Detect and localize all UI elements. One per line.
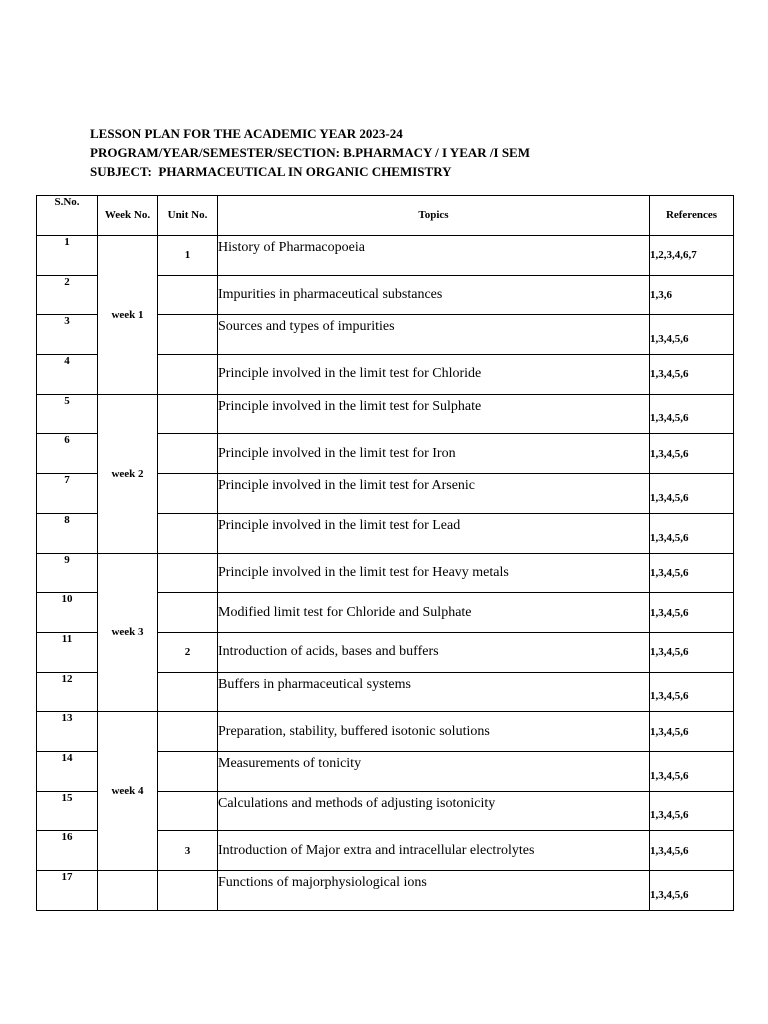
sno-cell: 3 <box>37 315 98 355</box>
unit-cell: 2 <box>158 632 218 672</box>
sno-cell: 17 <box>37 871 98 911</box>
topic-cell: Functions of majorphysiological ions <box>218 871 650 911</box>
week-cell: week 4 <box>98 712 158 871</box>
week-cell: week 2 <box>98 394 158 553</box>
reference-cell: 1,3,4,5,6 <box>650 791 734 831</box>
topic-cell: Impurities in pharmaceutical substances <box>218 275 650 315</box>
sno-cell: 12 <box>37 672 98 712</box>
unit-cell <box>158 751 218 791</box>
topic-cell: Principle involved in the limit test for Chloride <box>218 355 650 395</box>
sno-cell: 11 <box>37 632 98 672</box>
table-row <box>37 236 734 276</box>
reference-cell: 1,3,4,5,6 <box>650 474 734 514</box>
sno-cell: 14 <box>37 751 98 791</box>
sno-cell: 9 <box>37 553 98 593</box>
program-line: PROGRAM/YEAR/SEMESTER/SECTION: B.PHARMACY / I YEAR /I SEM <box>90 145 530 160</box>
topic-cell: Preparation, stability, buffered isotonic solutions <box>218 712 650 752</box>
column-header-topics: Topics <box>218 196 650 236</box>
unit-cell <box>158 871 218 911</box>
column-header-references: References <box>650 196 734 236</box>
sno-cell: 4 <box>37 355 98 395</box>
subject-line: SUBJECT: PHARMACEUTICAL IN ORGANIC CHEMISTRY <box>90 164 452 179</box>
sno-cell: 6 <box>37 434 98 474</box>
sno-cell: 8 <box>37 513 98 553</box>
unit-cell <box>158 513 218 553</box>
reference-cell: 1,3,4,5,6 <box>650 553 734 593</box>
topic-cell: Buffers in pharmaceutical systems <box>218 672 650 712</box>
topic-cell: Principle involved in the limit test for Arsenic <box>218 474 650 514</box>
topic-cell: Modified limit test for Chloride and Sulphate <box>218 593 650 633</box>
sno-cell: 15 <box>37 791 98 831</box>
reference-cell: 1,3,4,5,6 <box>650 871 734 911</box>
reference-cell: 1,3,4,5,6 <box>650 434 734 474</box>
table-row <box>37 553 734 593</box>
reference-cell: 1,3,4,5,6 <box>650 751 734 791</box>
topic-cell: Principle involved in the limit test for Iron <box>218 434 650 474</box>
reference-cell: 1,2,3,4,6,7 <box>650 236 734 276</box>
sno-cell: 5 <box>37 394 98 434</box>
reference-cell: 1,3,4,5,6 <box>650 831 734 871</box>
sno-cell: 10 <box>37 593 98 633</box>
lesson-plan-table <box>36 195 734 911</box>
topic-cell: Principle involved in the limit test for Lead <box>218 513 650 553</box>
unit-cell <box>158 791 218 831</box>
reference-cell: 1,3,4,5,6 <box>650 593 734 633</box>
table-row <box>37 712 734 752</box>
unit-cell <box>158 672 218 712</box>
title-line: LESSON PLAN FOR THE ACADEMIC YEAR 2023-24 <box>90 126 403 141</box>
sno-cell: 1 <box>37 236 98 276</box>
topic-cell: Introduction of Major extra and intracellular electrolytes <box>218 831 650 871</box>
week-cell: week 1 <box>98 236 158 395</box>
reference-cell: 1,3,4,5,6 <box>650 315 734 355</box>
reference-cell: 1,3,4,5,6 <box>650 355 734 395</box>
unit-cell <box>158 553 218 593</box>
unit-cell <box>158 434 218 474</box>
column-header-unit: Unit No. <box>158 196 218 236</box>
reference-cell: 1,3,4,5,6 <box>650 513 734 553</box>
table-header-row <box>37 196 734 236</box>
reference-cell: 1,3,4,5,6 <box>650 394 734 434</box>
unit-cell: 1 <box>158 236 218 276</box>
topic-cell: Measurements of tonicity <box>218 751 650 791</box>
unit-cell <box>158 275 218 315</box>
unit-cell <box>158 593 218 633</box>
topic-cell: Principle involved in the limit test for Heavy metals <box>218 553 650 593</box>
reference-cell: 1,3,6 <box>650 275 734 315</box>
sno-cell: 7 <box>37 474 98 514</box>
unit-cell <box>158 394 218 434</box>
unit-cell <box>158 712 218 752</box>
topic-cell: Calculations and methods of adjusting isotonicity <box>218 791 650 831</box>
unit-cell <box>158 355 218 395</box>
reference-cell: 1,3,4,5,6 <box>650 632 734 672</box>
table-row <box>37 871 734 911</box>
sno-cell: 13 <box>37 712 98 752</box>
unit-cell: 3 <box>158 831 218 871</box>
week-cell <box>98 871 158 911</box>
unit-cell <box>158 315 218 355</box>
sno-cell: 2 <box>37 275 98 315</box>
reference-cell: 1,3,4,5,6 <box>650 712 734 752</box>
topic-cell: History of Pharmacopoeia <box>218 236 650 276</box>
topic-cell: Introduction of acids, bases and buffers <box>218 632 650 672</box>
unit-cell <box>158 474 218 514</box>
column-header-sno: S.No. <box>37 196 98 236</box>
sno-cell: 16 <box>37 831 98 871</box>
week-cell: week 3 <box>98 553 158 712</box>
table-row <box>37 394 734 434</box>
column-header-week: Week No. <box>98 196 158 236</box>
topic-cell: Sources and types of impurities <box>218 315 650 355</box>
topic-cell: Principle involved in the limit test for Sulphate <box>218 394 650 434</box>
reference-cell: 1,3,4,5,6 <box>650 672 734 712</box>
document-header <box>90 124 530 181</box>
